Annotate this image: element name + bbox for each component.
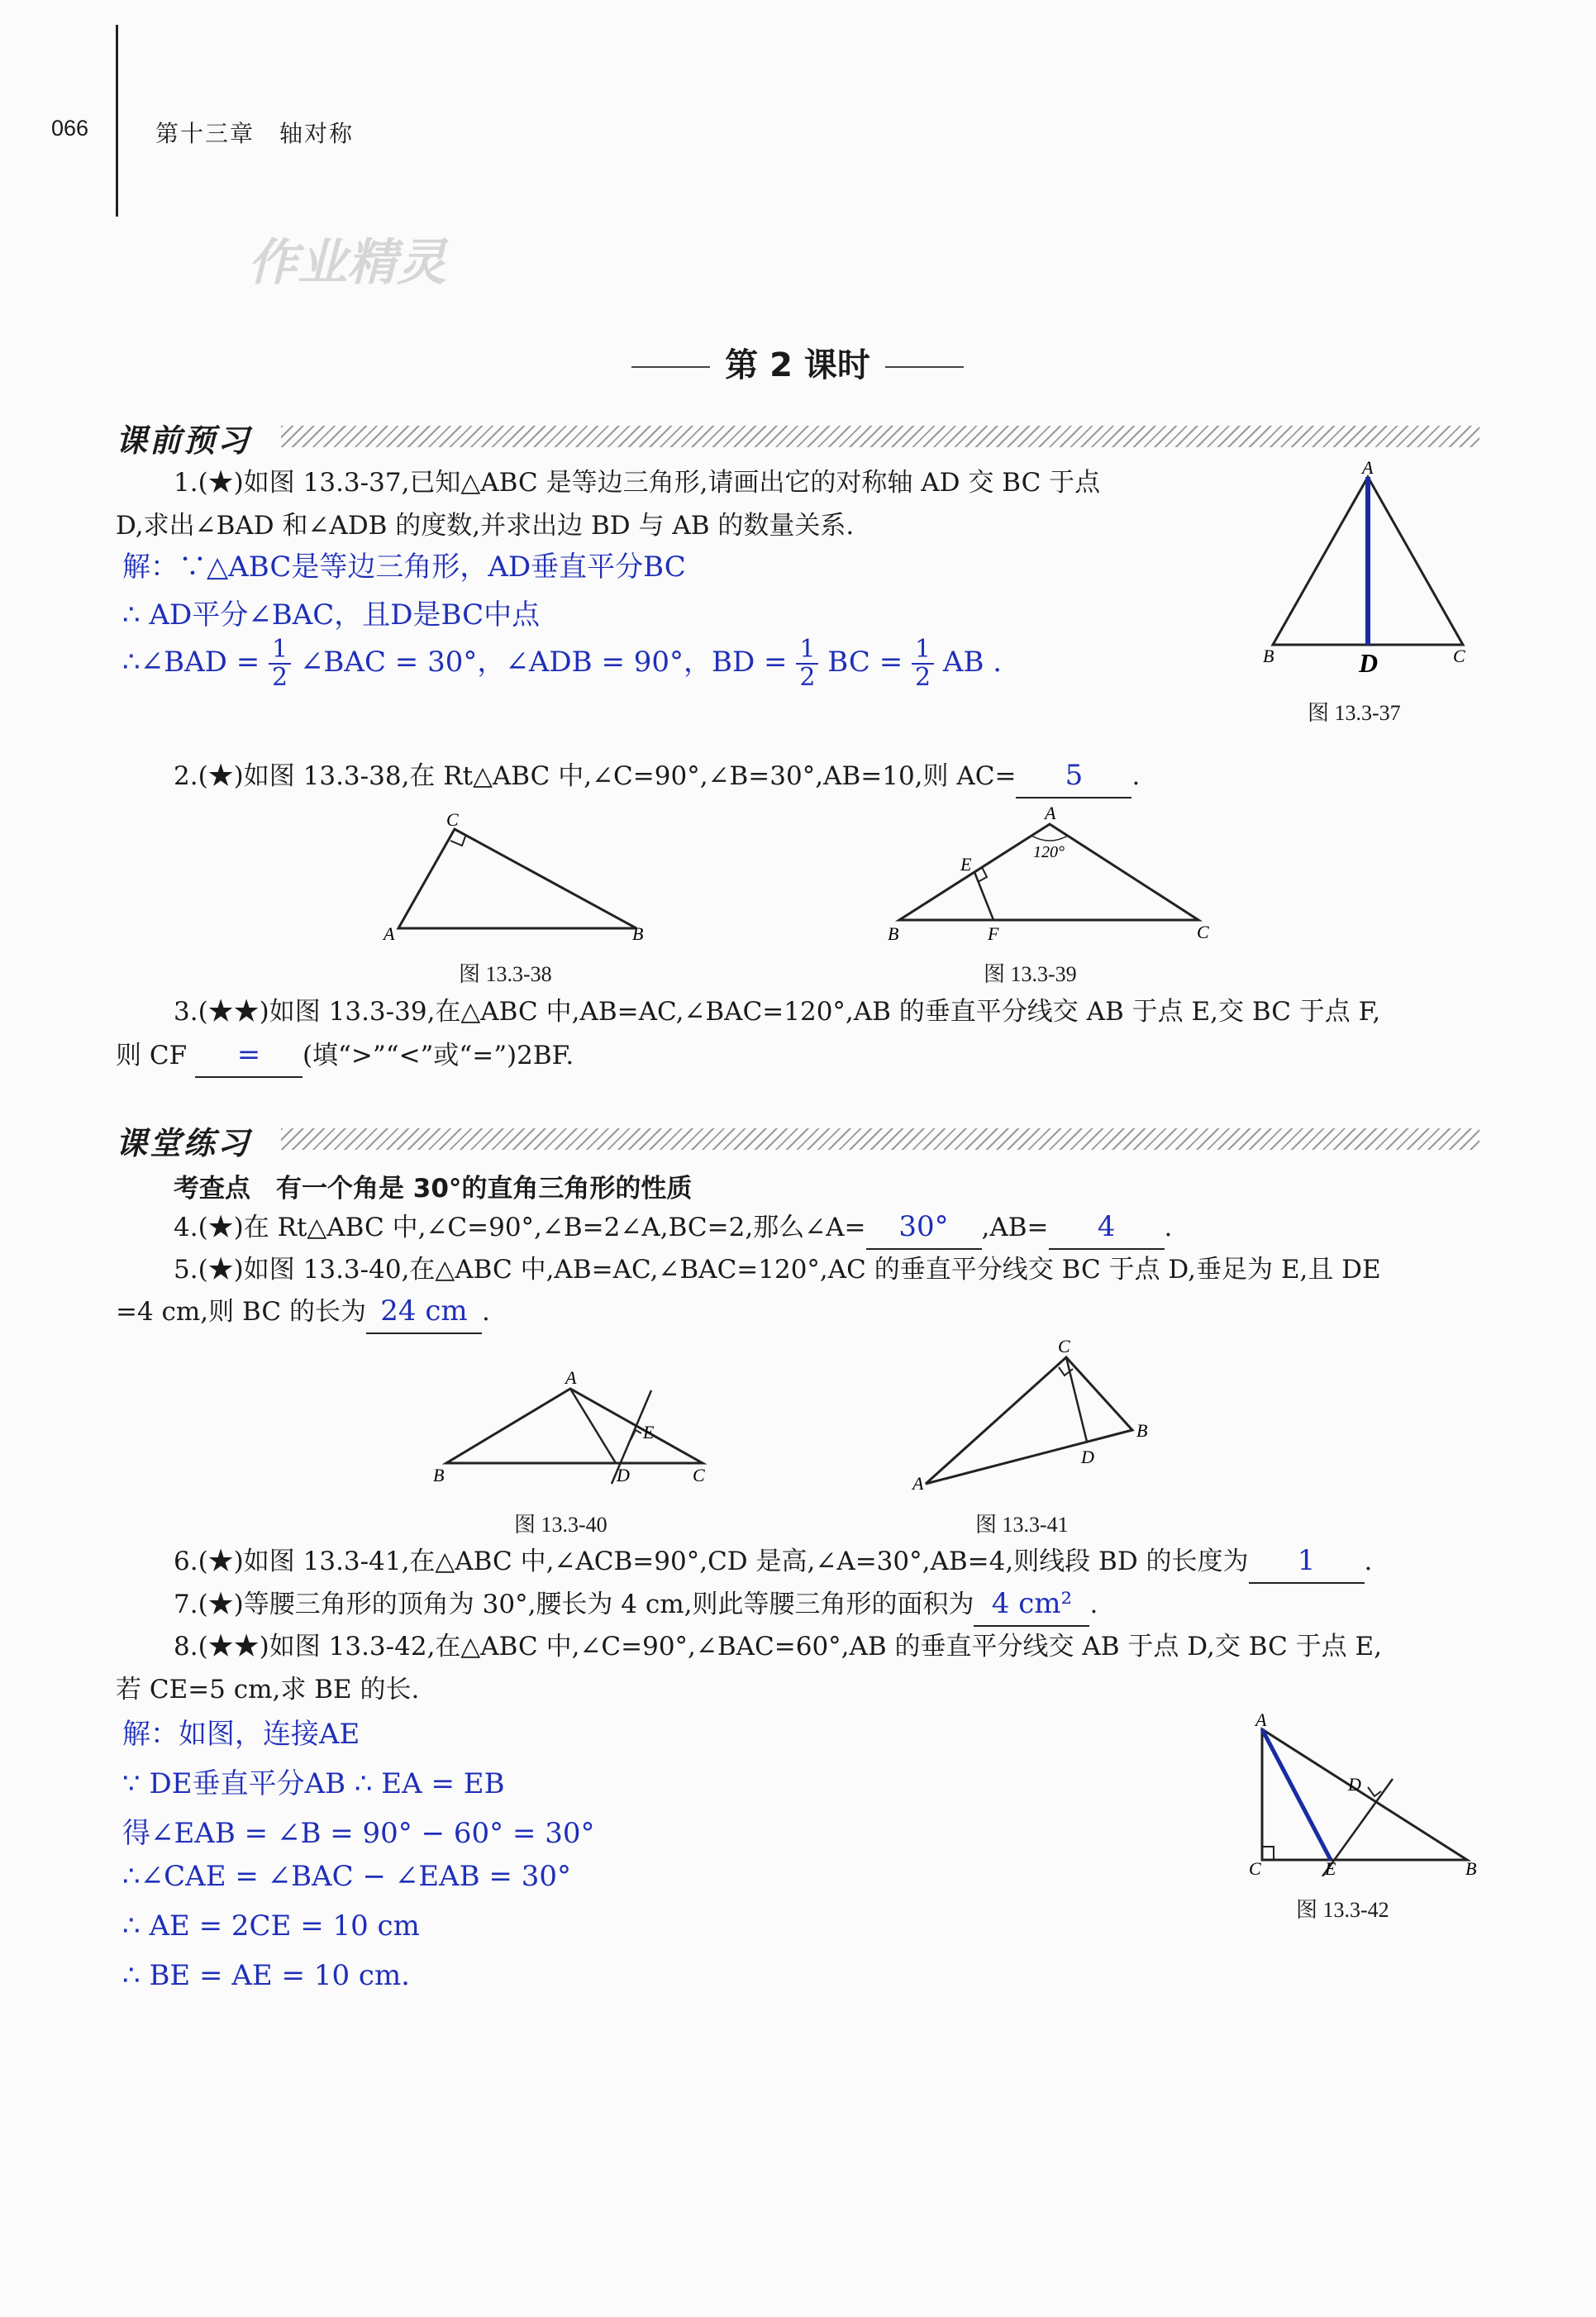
svg-text:A: A [565, 1367, 577, 1388]
q1-answer-line1: 解：∵△ABC是等边三角形，AD垂直平分BC [122, 551, 686, 584]
section-practice-heading: 课堂练习 [116, 1125, 252, 1161]
q5-answer: 24 cm [366, 1290, 482, 1334]
svg-text:E: E [1325, 1858, 1336, 1876]
q8-answer-line1: 解：如图，连接AE [122, 1718, 360, 1751]
svg-text:C: C [1058, 1336, 1070, 1356]
watermark: 作业精灵 [248, 234, 446, 292]
svg-text:120°: 120° [1033, 843, 1065, 861]
figure-13-3-40 [430, 1364, 727, 1496]
fig38-caption: 图 13.3-38 [459, 962, 552, 986]
figure-13-3-39 [884, 806, 1215, 951]
svg-text:C: C [446, 809, 459, 830]
svg-text:D: D [1081, 1447, 1094, 1467]
svg-text:A: A [384, 923, 395, 944]
fig37-caption: 图 13.3-37 [1308, 701, 1401, 725]
svg-text:A: A [1045, 806, 1056, 823]
figure-13-3-37 [1256, 459, 1488, 682]
svg-text:B: B [1465, 1858, 1477, 1876]
section-divider [281, 1128, 1479, 1150]
section-divider [281, 426, 1479, 447]
q4-answer-angle: 30° [866, 1205, 982, 1250]
svg-text:D: D [1359, 648, 1379, 678]
svg-text:E: E [643, 1422, 655, 1442]
svg-text:F: F [988, 923, 999, 944]
q8-answer-line6: ∴ BE = AE = 10 cm. [122, 1959, 410, 1992]
q2-answer: 5 [1016, 754, 1131, 799]
fig42-caption: 图 13.3-42 [1296, 1898, 1389, 1922]
fraction-half: $\frac{1}{2}$ [796, 636, 818, 691]
q5-line1: 5.(★)如图 13.3-40,在△ABC 中,AB=AC,∠BAC=120°,AC 的垂直平分线交 BC 于点 D,垂足为 E,且 DE [174, 1255, 1381, 1285]
svg-text:B: B [433, 1465, 445, 1485]
svg-text:B: B [632, 923, 644, 944]
q1-line1: 1.(★)如图 13.3-37,已知△ABC 是等边三角形,请画出它的对称轴 AD 交 BC 于点 [174, 468, 1101, 498]
q1-answer-line3: ∴∠BAD = $\frac{1}{2}$ ∠BAC = 30°，∠ADB = 90°，BD = $\frac{1}{2}$ BC = $\frac{1}{2}$ AB . [122, 635, 1003, 692]
q8-answer-line2: ∵ DE垂直平分AB ∴ EA = EB [122, 1767, 505, 1800]
q4-text: 4.(★)在 Rt△ABC 中,∠C=90°,∠B=2∠A,BC=2,那么∠A= 30° ,AB= 4 . [174, 1205, 1172, 1250]
chapter-title: 第十三章 轴对称 [155, 121, 355, 146]
q4-answer-ab: 4 [1049, 1205, 1165, 1250]
page-number: 066 [51, 116, 89, 141]
svg-text:A: A [1362, 459, 1374, 478]
q7-text: 7.(★)等腰三角形的顶角为 30°,腰长为 4 cm,则此等腰三角形的面积为 4 cm² . [174, 1582, 1098, 1627]
fig40-caption: 图 13.3-40 [514, 1513, 607, 1537]
section-preview-heading: 课前预习 [116, 422, 252, 459]
fig41-caption: 图 13.3-41 [975, 1513, 1069, 1537]
q5-line2: =4 cm,则 BC 的长为 24 cm . [116, 1290, 490, 1334]
svg-text:C: C [1197, 922, 1209, 942]
svg-text:C: C [1453, 646, 1465, 666]
q7-answer: 4 cm² [974, 1582, 1089, 1627]
fig39-caption: 图 13.3-39 [984, 962, 1077, 986]
figure-13-3-41 [909, 1331, 1174, 1496]
lesson-title: 第 2 课时 [595, 339, 1000, 386]
q6-text: 6.(★)如图 13.3-41,在△ABC 中,∠ACB=90°,CD 是高,∠A=30°,AB=4,则线段 BD 的长度为 1 . [174, 1539, 1372, 1584]
figure-13-3-38 [380, 806, 661, 946]
q8-line2: 若 CE=5 cm,求 BE 的长. [116, 1675, 420, 1704]
q8-line1: 8.(★★)如图 13.3-42,在△ABC 中,∠C=90°,∠BAC=60°,AB 的垂直平分线交 AB 于点 D,交 BC 于点 E, [174, 1632, 1383, 1661]
svg-text:B: B [1263, 646, 1274, 666]
fraction-half: $\frac{1}{2}$ [269, 636, 291, 691]
q1-line2: D,求出∠BAD 和∠ADB 的度数,并求出边 BD 与 AB 的数量关系. [116, 511, 855, 541]
q8-answer-line3: 得∠EAB = ∠B = 90° − 60° = 30° [122, 1817, 595, 1850]
svg-text:C: C [1249, 1858, 1261, 1876]
q8-answer-line5: ∴ AE = 2CE = 10 cm [122, 1909, 420, 1943]
q1-answer-line2: ∴ AD平分∠BAC，且D是BC中点 [122, 598, 541, 632]
svg-text:A: A [912, 1473, 924, 1494]
q3-answer: = [195, 1033, 303, 1078]
topic-heading: 考查点 有一个角是 30°的直角三角形的性质 [174, 1174, 693, 1204]
svg-text:A: A [1255, 1711, 1267, 1730]
svg-text:D: D [617, 1465, 630, 1485]
figure-13-3-42 [1244, 1711, 1492, 1876]
svg-text:E: E [960, 854, 972, 875]
q6-answer: 1 [1249, 1539, 1365, 1584]
svg-text:B: B [1136, 1420, 1148, 1441]
svg-text:C: C [693, 1465, 705, 1485]
fraction-half: $\frac{1}{2}$ [912, 636, 934, 691]
svg-text:D: D [1348, 1774, 1361, 1795]
q3-line2: 则 CF = (填“>”“<”或“=”)2BF. [116, 1033, 574, 1078]
header-divider [116, 25, 118, 217]
svg-text:B: B [888, 923, 899, 944]
q8-answer-line4: ∴∠CAE = ∠BAC − ∠EAB = 30° [122, 1860, 571, 1893]
q2-text: 2.(★)如图 13.3-38,在 Rt△ABC 中,∠C=90°,∠B=30°,AB=10,则 AC= 5 . [174, 754, 1140, 799]
q3-line1: 3.(★★)如图 13.3-39,在△ABC 中,AB=AC,∠BAC=120°,AB 的垂直平分线交 AB 于点 E,交 BC 于点 F, [174, 997, 1381, 1027]
